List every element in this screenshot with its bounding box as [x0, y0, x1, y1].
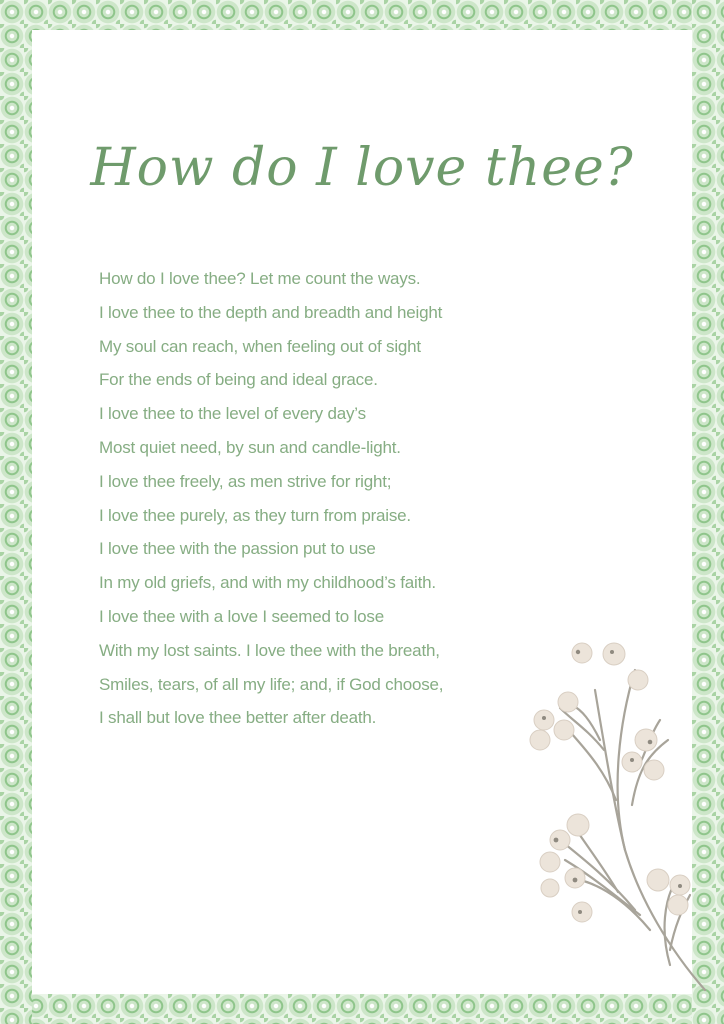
poem-line: I love thee to the depth and breadth and height — [99, 302, 443, 322]
poem-line: I love thee purely, as they turn from praise. — [99, 505, 411, 525]
poem-line: I love thee with a love I seemed to lose — [99, 606, 384, 626]
poem-line: I love thee with the passion put to use — [99, 539, 376, 559]
poem-line: For the ends of being and ideal grace. — [99, 370, 378, 390]
poem-title: How do I love thee? — [90, 138, 634, 198]
lace-border-top — [0, 0, 724, 30]
poem-body — [99, 262, 539, 735]
poem-line: With my lost saints. I love thee with the breath, — [99, 640, 440, 660]
poem-line: Smiles, tears, of all my life; and, if God choose, — [99, 674, 444, 694]
berry-branch-icon — [520, 630, 710, 1000]
poem-line: I love thee freely, as men strive for right; — [99, 471, 392, 491]
poem-line: I love thee to the level of every day’s — [99, 404, 366, 424]
poem-line: How do I love thee? Let me count the ways. — [99, 269, 421, 288]
lace-border-left — [0, 0, 32, 1024]
poem-line: In my old griefs, and with my childhood’s faith. — [99, 573, 436, 593]
poem-line: Most quiet need, by sun and candle-light. — [99, 437, 401, 457]
poem-line: I shall but love thee better after death. — [99, 708, 377, 728]
poem-line: My soul can reach, when feeling out of sight — [99, 336, 421, 356]
